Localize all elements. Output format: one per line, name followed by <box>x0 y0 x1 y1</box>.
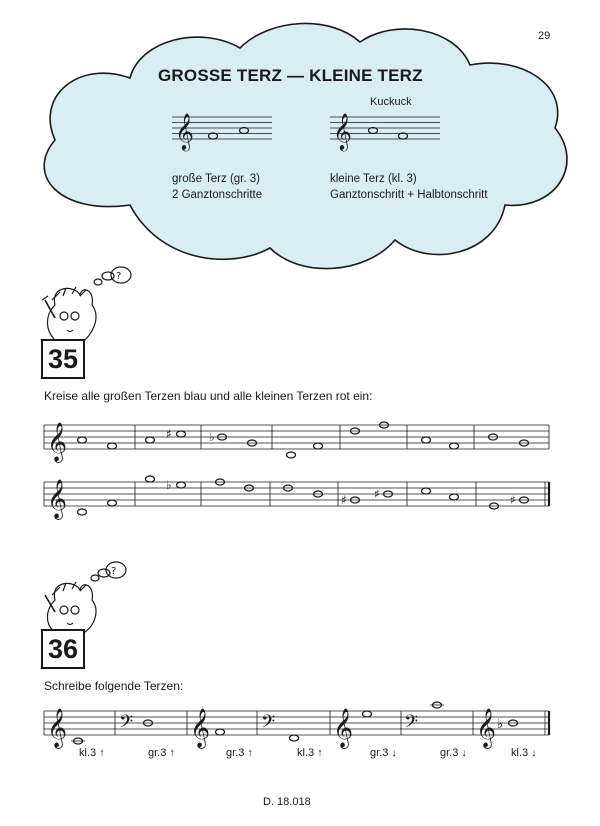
exercise-35-instruction: Kreise alle großen Terzen blau und alle kleinen Terzen rot ein: <box>44 389 373 403</box>
bass-clef-icon: 𝄢 <box>261 712 276 737</box>
treble-clef-icon: 𝄞 <box>47 479 68 519</box>
arrow-down-icon: ↓ <box>391 747 397 759</box>
task-label: gr.3 ↑ <box>148 747 175 759</box>
arrow-up-icon: ↑ <box>247 747 253 759</box>
minor-third-name: kleine Terz (kl. 3) <box>330 173 417 185</box>
arrow-up-icon: ↑ <box>99 747 105 759</box>
flat-icon: ♭ <box>497 717 504 732</box>
task-label: gr.3 ↑ <box>226 747 253 759</box>
minor-third-description: Ganztonschritt + Halbtonschritt <box>330 189 488 201</box>
task-label: kl.3 ↓ <box>511 747 537 759</box>
treble-clef-icon: 𝄞 <box>333 708 354 748</box>
page-title: GROSSE TERZ — KLEINE TERZ <box>158 66 423 85</box>
task-label: kl.3 ↑ <box>79 747 105 759</box>
bass-clef-icon: 𝄢 <box>119 712 134 737</box>
task-label: gr.3 ↓ <box>440 747 467 759</box>
sharp-icon: ♯ <box>166 427 172 441</box>
exercise-36-instruction: Schreibe folgende Terzen: <box>44 679 184 693</box>
treble-clef-icon: 𝄞 <box>333 112 352 150</box>
sharp-icon: ♯ <box>510 493 516 507</box>
task-label: gr.3 ↓ <box>370 747 397 759</box>
arrow-down-icon: ↓ <box>461 747 467 759</box>
arrow-up-icon: ↑ <box>317 747 323 759</box>
flat-icon: ♭ <box>166 478 172 492</box>
question-mark: ? <box>116 271 122 282</box>
major-third-name: große Terz (gr. 3) <box>172 173 260 185</box>
treble-clef-icon: 𝄞 <box>476 708 497 748</box>
exercise-36-number: 36 <box>41 629 85 669</box>
arrow-down-icon: ↓ <box>531 747 537 759</box>
major-third-description: 2 Ganztonschritte <box>172 189 263 201</box>
treble-clef-icon: 𝄞 <box>47 708 68 748</box>
sharp-icon: ♯ <box>374 487 380 501</box>
footer-code: D. 18.018 <box>263 796 311 808</box>
page-number: 29 <box>538 30 551 42</box>
treble-clef-icon: 𝄞 <box>190 708 211 748</box>
bass-clef-icon: 𝄢 <box>404 712 419 737</box>
arrow-up-icon: ↑ <box>169 747 175 759</box>
question-mark: ? <box>111 566 117 577</box>
sharp-icon: ♯ <box>341 493 347 507</box>
flat-icon: ♭ <box>209 430 215 444</box>
exercise-35-number: 35 <box>41 339 85 379</box>
song-name: Kuckuck <box>370 96 412 108</box>
task-label: kl.3 ↑ <box>297 747 323 759</box>
treble-clef-icon: 𝄞 <box>175 112 194 150</box>
treble-clef-icon: 𝄞 <box>47 422 68 462</box>
